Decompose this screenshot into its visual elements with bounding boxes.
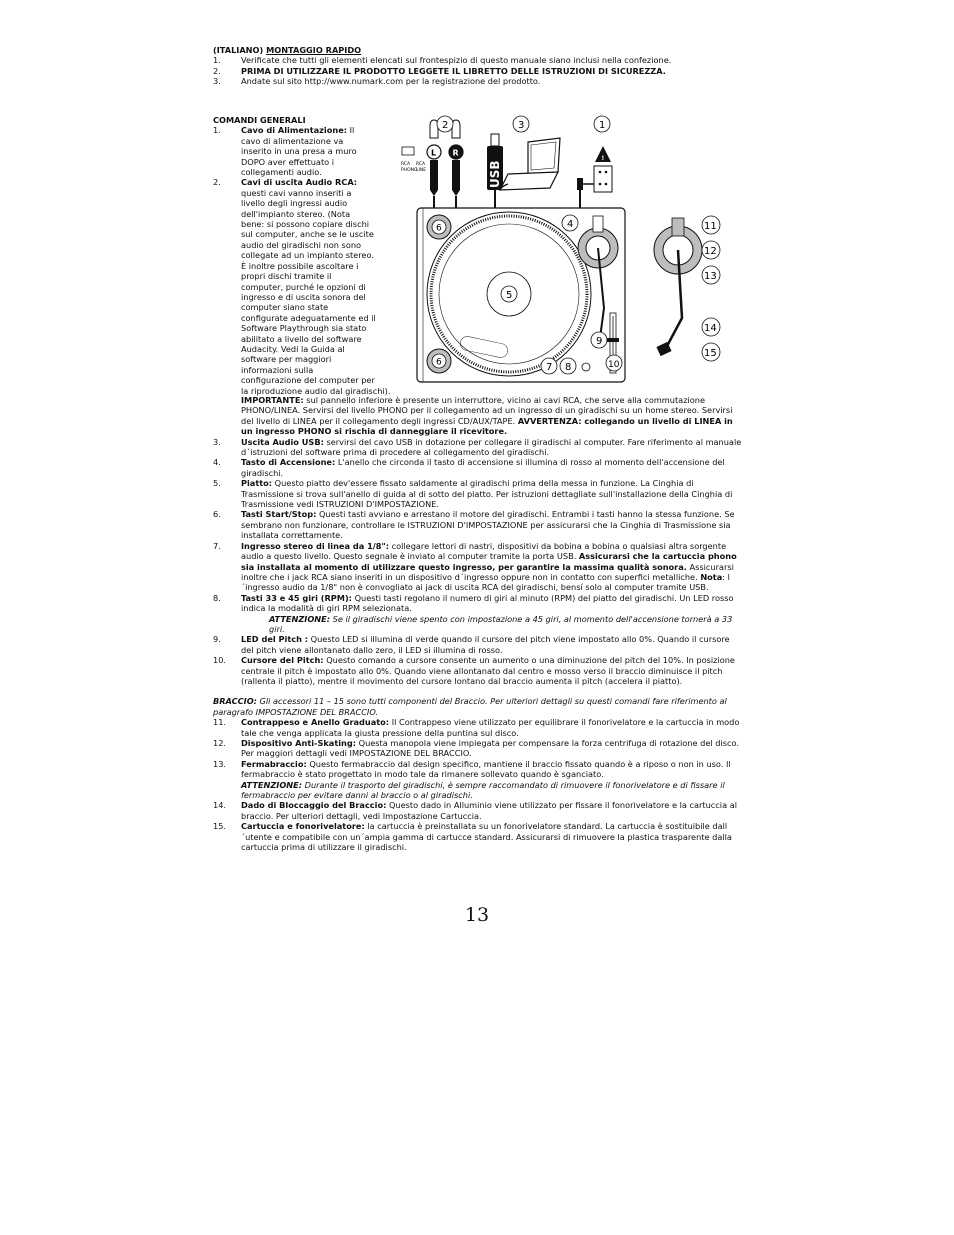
warning-text: AVVERTENZA: collegando un livello di LINEA in un ingresso PHONO si rischia di danneggiare il ricevitore. (241, 415, 733, 437)
callout-label: 6 (436, 223, 442, 234)
control-item-3 (213, 437, 743, 458)
callout-6-bottom (432, 354, 446, 368)
item-line: Il (349, 125, 355, 136)
rca-plugs-icon (427, 120, 463, 210)
item-number: 14. (213, 800, 227, 811)
item-line: audio del giradischi non sono (241, 239, 362, 250)
callout-label: 14 (704, 323, 717, 334)
control-item-6 (213, 509, 743, 540)
callout-label: 1 (599, 120, 606, 131)
tonearm-detail (654, 218, 702, 356)
usb-label: USB (488, 160, 502, 188)
item-text: Questo piatto dev'essere fissato saldamente al giradischi prima della messa in funzione. La Cinghia di Trasmissione si trova sull'anello di guida al di sotto del piatto. Per istruzioni dettagliate sull'installazione della Cinghia di Trasmissione vedi ISTRUZIONI D'IMPOSTAZIONE. (241, 478, 733, 510)
item-text: Questo fermabraccio dal design specifico, mantiene il braccio fissato quando è a riposo o non in uso. Il fermabraccio è stato progettato in modo tale da rimanere sollevato quando è sganciato. (241, 758, 731, 780)
controls-title: COMANDI GENERALI (213, 115, 306, 125)
item-title: Dado di Bloccaggio del Braccio: (241, 800, 387, 811)
callout-label: 3 (518, 120, 525, 131)
item-title: Uscita Audio USB: (241, 436, 324, 447)
item-line: DOPO aver effettuato i (241, 156, 335, 167)
control-item-8 (213, 593, 743, 614)
item-text: Questo LED si illumina di verde quando il cursore del pitch viene impostato allo 0%. Quando il cursore del pitch viene allontanato dallo zero, il LED si illumina di rosso. (241, 634, 730, 655)
item-line: cavo di alimentazione va (241, 135, 344, 146)
item-number: 8. (213, 592, 221, 603)
item-title: Cavi di uscita Audio RCA: (241, 177, 358, 188)
callout-13 (702, 266, 720, 284)
item-number: 15. (213, 821, 227, 832)
power-outlet-icon (577, 146, 612, 210)
item-line: configurazione del computer per (241, 375, 375, 386)
heading-title: MONTAGGIO RAPIDO (266, 45, 362, 55)
callout-label: 12 (704, 246, 717, 257)
braccio-label: BRACCIO: (213, 696, 257, 707)
item-line: propri dischi tramite il (241, 271, 332, 282)
item-title: Contrappeso e Anello Graduato: (241, 717, 390, 728)
callout-label: 11 (704, 221, 717, 232)
callout-label: 10 (608, 360, 620, 370)
item-line: Audacity. Vedi la Guida al (241, 343, 345, 354)
control-item-5 (213, 478, 743, 509)
item-number: 13. (213, 758, 227, 769)
setup-step-2 (213, 66, 743, 76)
item-line: ingresso e di uscita sonora del (241, 291, 366, 302)
item-line: Software Playthrough sia stato (241, 323, 367, 334)
page-number: 13 (464, 904, 490, 926)
callout-label: 7 (546, 362, 553, 373)
callout-7 (541, 358, 557, 374)
callout-label: 13 (704, 271, 717, 282)
item-number: 10. (213, 655, 227, 666)
item-text: L'anello che circonda il tasto di accensione si illumina di rosso al momento dell'accensione del giradischi. (241, 457, 725, 478)
attention-text: Durante il trasporto del giradischi, è sempre raccomandato di rimuovere il fonorivelatore e di fissare il fermabraccio per evitare danni al braccio o al giradischi. (241, 779, 725, 801)
item-number: 5. (213, 478, 221, 489)
control-item-7 (213, 541, 743, 593)
braccio-text: Gli accessori 11 – 15 sono tutti componenti del Braccio. Per ulteriori dettagli su questi comandi fare riferimento al paragrafo IMPOSTAZIONE DEL BRACCIO. (213, 696, 727, 717)
item-title: Tasto di Accensione: (241, 457, 336, 468)
important-label: IMPORTANTE: (241, 395, 304, 405)
control-item-9 (213, 634, 743, 655)
control-item-2 (213, 177, 403, 396)
item-text: Il Contrappeso viene utilizzato per equilibrare il fonorivelatore e la cartuccia in modo tale che venga applicata la giusta pressione della puntina sul disco. (241, 717, 740, 738)
control-item-12 (213, 738, 743, 759)
right-channel-label: R (452, 148, 459, 158)
item-text-2: Assicurarsi inoltre che i jack RCA siano inseriti in un dispositivo d´ingresso oppure non in contatto con superfici metalliche. (241, 561, 734, 582)
callout-12 (702, 241, 720, 259)
item-title: Cartuccia e fonorivelatore: (241, 821, 365, 832)
callout-4 (562, 215, 578, 231)
turntable-diagram (390, 108, 730, 388)
item-line: abilitato a livello del software (241, 333, 362, 344)
callout-11 (702, 216, 720, 234)
item-text: Questi tasti regolano il numero di giri al minuto (RPM) del piatto del giradischi. Un LED rosso indica la modalità di giri RPM selezionata. (241, 592, 734, 614)
control-item-1 (213, 125, 403, 177)
left-channel-label: L (431, 148, 437, 158)
item-number: 3. (213, 436, 221, 447)
quick-setup-section (213, 45, 743, 87)
callout-10 (606, 355, 622, 371)
callout-3 (513, 116, 529, 132)
setup-step-3 (213, 76, 743, 86)
item-text: Questi tasti avviano e arrestano il motore del giradischi. Entrambi i tasti hanno la stessa funzione. Se sembrano non funzionare, controllare le ISTRUZIONI D'IMPOSTAZIONE per assicurarsi che la Cinghia di Trasmissione sia installata correttamente. (241, 509, 735, 541)
setup-step-1 (213, 55, 743, 65)
nota-text: : l´ingresso audio da 1/8" non è convogliato ai jack di uscita RCA del giradischi, bensí solo al computer tramite USB. (241, 571, 730, 593)
braccio-intro (213, 696, 743, 717)
item-title: LED del Pitch : (241, 634, 309, 645)
item-title: Cursore del Pitch: (241, 655, 324, 666)
item-title: Tasti Start/Stop: (241, 509, 317, 520)
attention-label: ATTENZIONE: (269, 613, 331, 624)
item-line: dell'impianto stereo. (Nota (241, 208, 351, 219)
item-line: bene: si possono copiare dischi (241, 219, 370, 230)
item-text: la cartuccia è preinstallata su un fonorivelatore standard. La cartuccia è sostituibile dall´utente e compatibile con un´ampia gamma di cartucce standard. Assicurarsi di rimuovere la plastica trasparente dalla cartuccia prima di utilizzare il giradischi. (241, 821, 732, 853)
item-text: Questo dado in Alluminio viene utilizzato per fissare il fonorivelatore e la cartuccia al braccio. Per ulteriori dettagli, vedi Impostazione Cartuccia. (241, 800, 737, 821)
line-label: LINE (416, 168, 427, 173)
item-line: questi cavi vanno inseriti a (241, 187, 352, 198)
item-line: collegate ad un impianto stereo. (241, 250, 374, 261)
item8-attention (213, 614, 743, 635)
controls-narrow-column (213, 115, 403, 396)
item-number: 7. (213, 540, 221, 551)
item2-important (213, 395, 743, 437)
callout-14 (702, 318, 720, 336)
item-line: software per maggiori (241, 354, 332, 365)
item-text: collegare lettori di nastri, dispositivi da bobina a bobina o qualsiasi altra sorgente audio a questo livello. Questo segnale è inviato al computer tramite la porta USB. (241, 540, 727, 562)
item-line: livello degli ingressi audio (241, 198, 348, 209)
callout-8 (560, 358, 576, 374)
callout-6-top (432, 220, 446, 234)
callout-5 (501, 286, 517, 302)
callout-1 (594, 116, 610, 132)
turntable-body (417, 208, 625, 382)
item-line: informazioni sulla (241, 364, 314, 375)
item-text: servirsi del cavo USB in dotazione per collegare il giradischi al computer. Fare riferimento al manuale d´istruzioni del software prima di procedere al collegamento del giradischi. (241, 436, 742, 458)
nota-label: Nota (700, 571, 723, 582)
callout-label: 15 (704, 348, 717, 359)
item-number: 9. (213, 634, 221, 645)
callout-label: 6 (436, 357, 442, 368)
control-item-14 (213, 800, 743, 821)
step-text: Verificate che tutti gli elementi elencati sul frontespizio di questo manuale siano inclusi nella confezione. (241, 55, 672, 66)
step-number: 1. (213, 55, 221, 66)
rca-switch-icon (401, 147, 426, 173)
item-number: 4. (213, 457, 221, 468)
rca-label-1: RCA (401, 162, 411, 167)
usb-plug-icon (487, 134, 503, 210)
item-line: la riproduzione audio dal giradischi). (241, 385, 391, 396)
step-number: 2. (213, 65, 221, 76)
callout-15 (702, 343, 720, 361)
item-number: 12. (213, 738, 227, 748)
heading-language: (ITALIANO) (213, 45, 264, 55)
item-title: Ingresso stereo di linea da 1/8": (241, 540, 390, 551)
item-line: sul computer, anche se le uscite (241, 229, 374, 240)
callout-9 (591, 332, 607, 348)
step-text: PRIMA DI UTILIZZARE IL PRODOTTO LEGGETE IL LIBRETTO DELLE ISTRUZIONI DI SICUREZZA. (241, 65, 666, 76)
step-text: Andate sul sito http://www.numark.com per la registrazione del prodotto. (241, 76, 541, 87)
item-bold-text: Assicurarsi che la cartuccia phono sia installata al momento di utilizzare questo ingresso, per garantire la massima qualità sonora. (241, 551, 737, 572)
attention-text: Se il giradischi viene spento con impostazione a 45 giri, al momento dell'accensione tornerà a 33 giri. (269, 613, 733, 634)
item-title: Cavo di Alimentazione: (241, 125, 348, 136)
attention-label: ATTENZIONE: (241, 779, 303, 790)
callout-2 (437, 116, 453, 132)
item-number: 6. (213, 509, 221, 520)
laptop-icon (500, 138, 560, 190)
callout-label: 9 (596, 336, 603, 347)
control-item-11 (213, 717, 743, 738)
item-line: configurate adeguatamente ed il (241, 312, 376, 323)
item-title: Piatto: (241, 478, 273, 489)
callout-label: 2 (442, 120, 449, 131)
item-number: 11. (213, 717, 227, 728)
phono-label: PHONO (401, 168, 418, 173)
callout-label: 4 (567, 219, 574, 230)
item-line: computer, purché le opzioni di (241, 281, 366, 292)
item-line: collegamenti audio. (241, 167, 322, 178)
step-number: 3. (213, 76, 221, 87)
item-title: Dispositivo Anti-Skating: (241, 738, 357, 748)
callout-label: 8 (565, 362, 572, 373)
item-line: computer siano state (241, 302, 329, 313)
item-line: inserito in una presa a muro (241, 146, 357, 157)
item-text: Questa manopola viene impiegata per compensare la forza centrifuga di rotazione del disco. Per maggiori dettagli vedi IMPOSTAZIONE DEL BRACCIO. (241, 738, 739, 759)
item-title: Tasti 33 e 45 giri (RPM): (241, 592, 352, 603)
callout-label: 5 (506, 290, 513, 301)
item-number: 1. (213, 125, 221, 136)
control-item-13 (213, 759, 743, 801)
controls-wide-column (213, 395, 743, 852)
section-heading (213, 45, 743, 55)
important-text: sul pannello inferiore è presente un interruttore, vicino ai cavi RCA, che serve alla commutazione PHONO/LINEA. Servirsi del livello PHONO per il collegamento ad un ingresso di un giradischi su un home stereo. Servirsi del livello di LINEA per il collegamento degli ingressi CD/AUX/TAPE. (241, 395, 733, 426)
item-line: È inoltre possibile ascoltare i (241, 260, 359, 271)
item-title: Fermabraccio: (241, 758, 307, 769)
item-text: Questo comando a cursore consente un aumento o una diminuzione del pitch del 10%. In posizione centrale il pitch è impostato allo 0%. Quando viene allontanato dal centro e mosso verso il braccio diminuisce il pitch (rallenta il piatto), mentre il movimento del cursore lontano dal braccio aumenta il pitch (accelera il piatto). (241, 655, 735, 686)
item-number: 2. (213, 177, 221, 188)
warning-mark: ! (601, 155, 605, 162)
control-item-15 (213, 821, 743, 852)
control-item-10 (213, 655, 743, 686)
rca-label-2: RCA (416, 162, 426, 167)
control-item-4 (213, 457, 743, 478)
